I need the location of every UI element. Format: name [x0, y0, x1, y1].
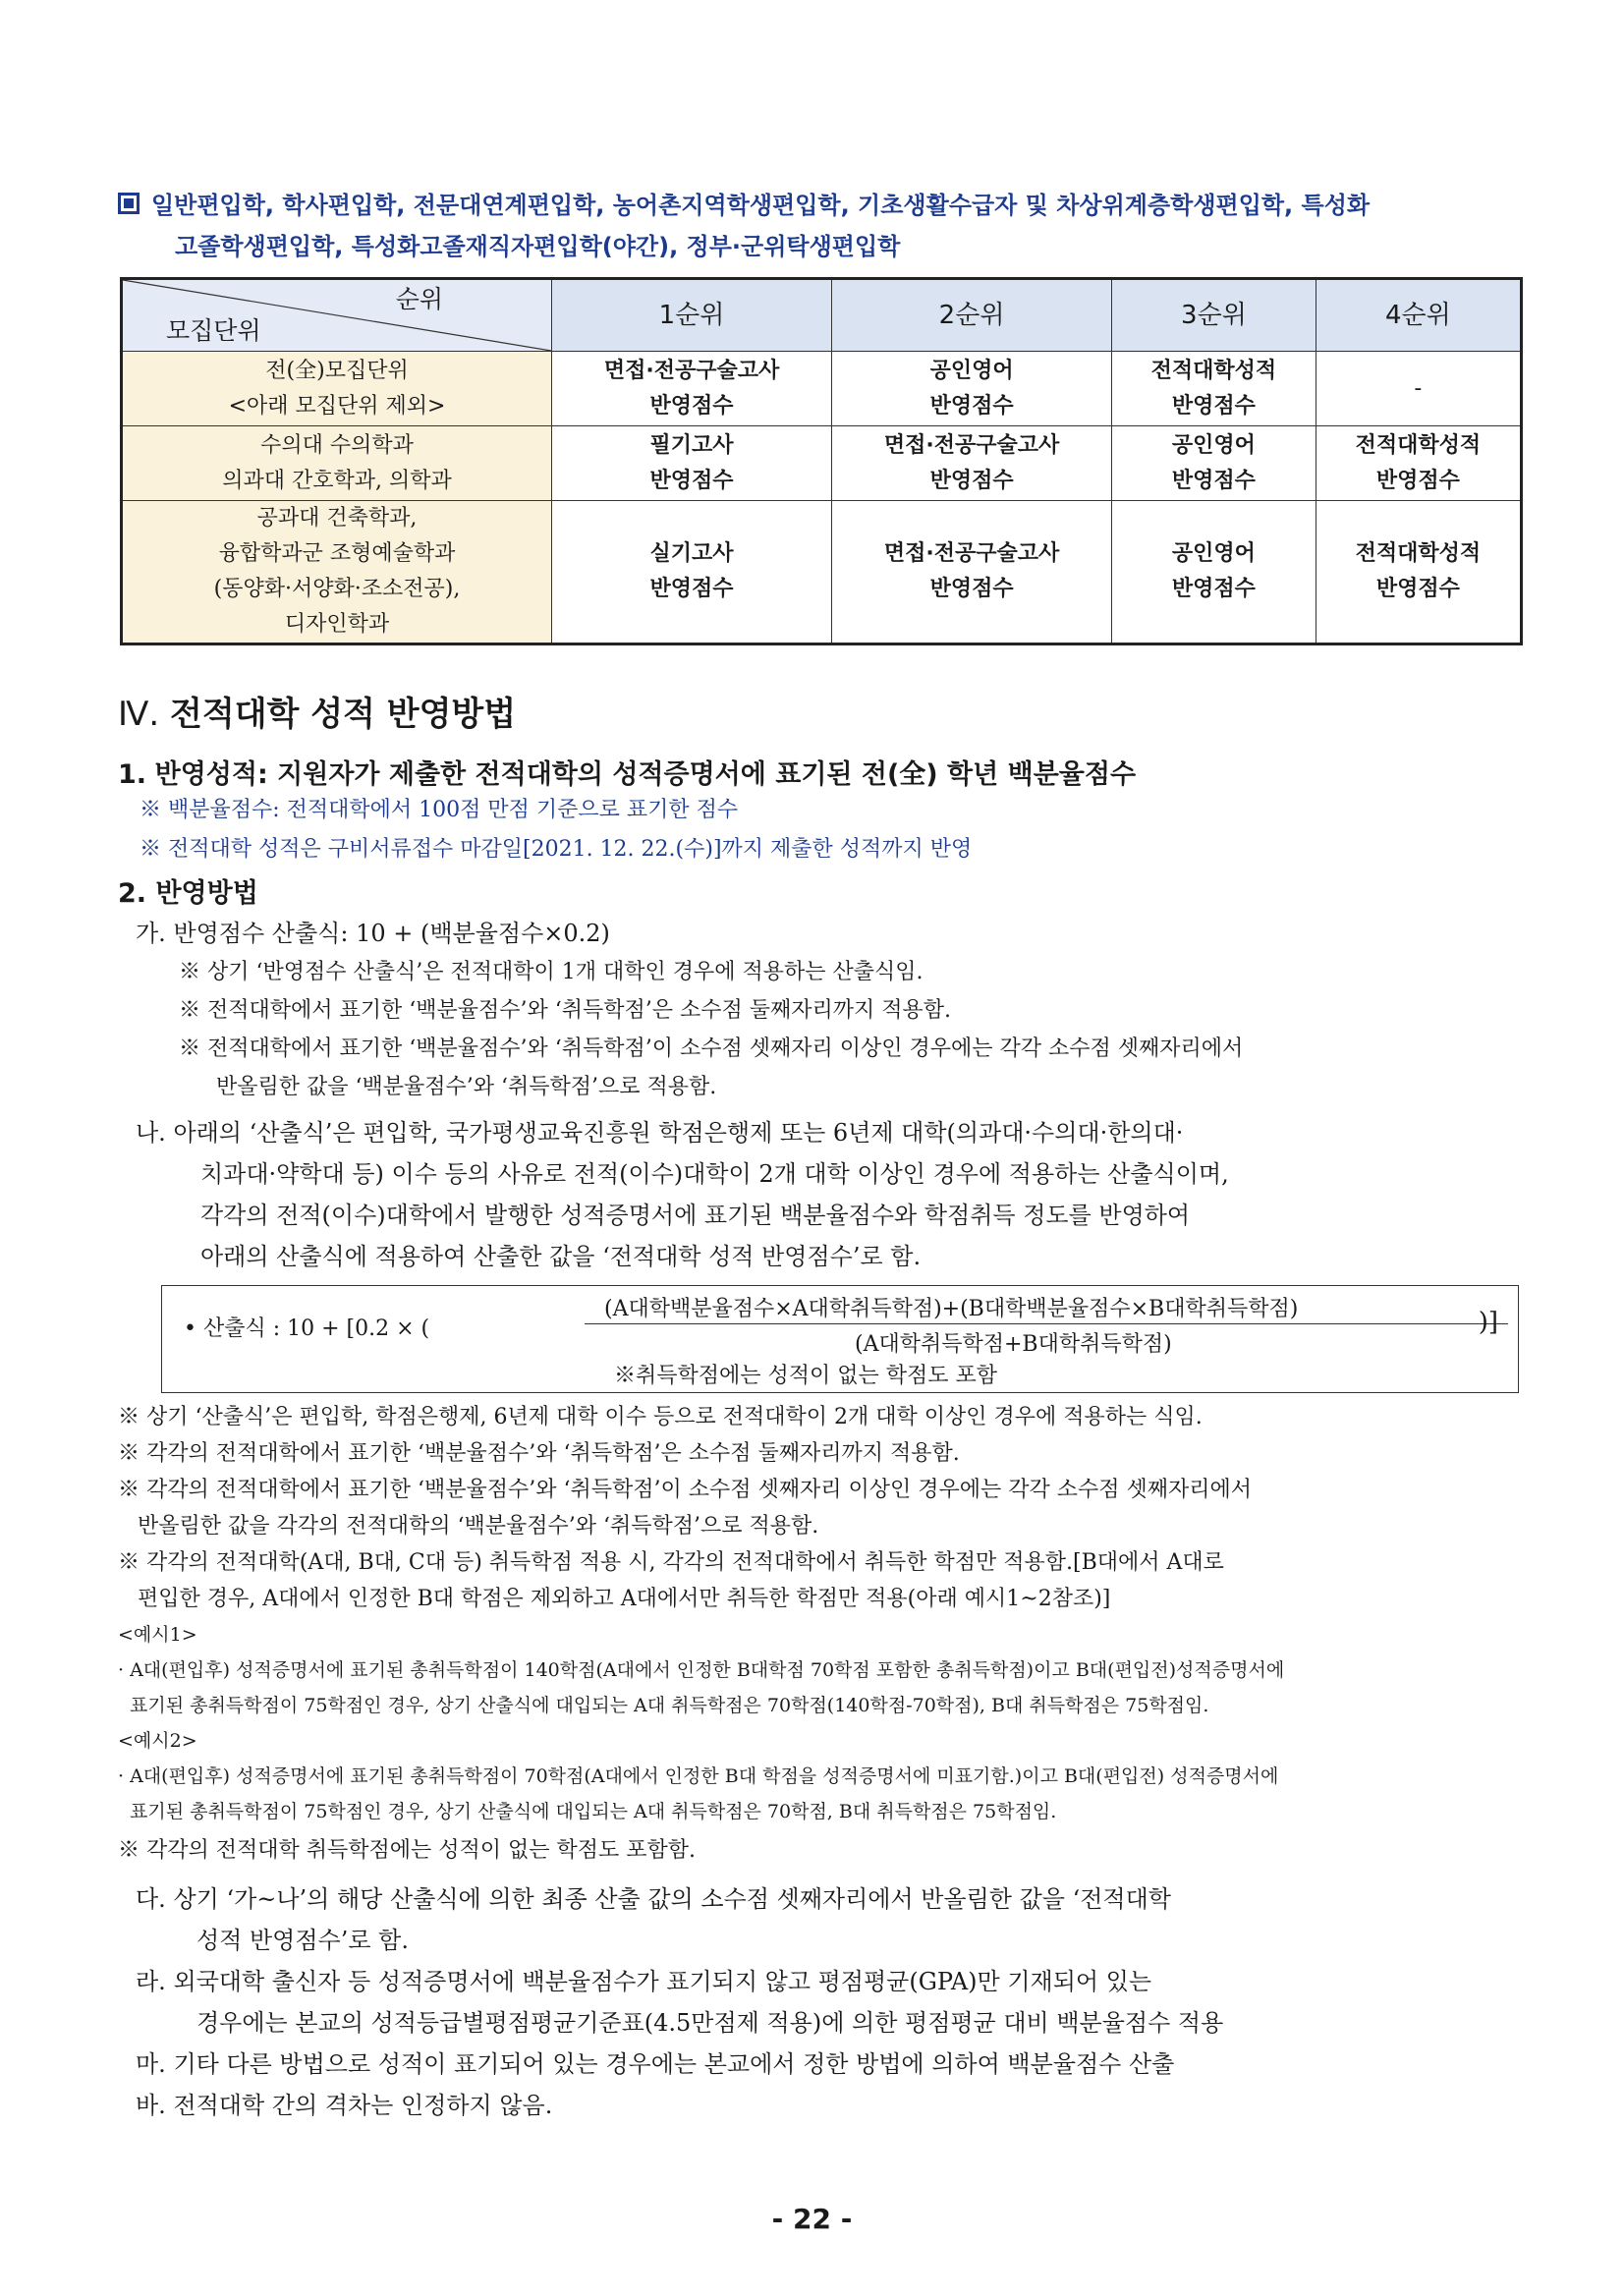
- cell-line: 반영점수: [649, 577, 734, 601]
- item-label: 반영성적: [154, 759, 257, 790]
- paragraph-line: 아래의 산출식에 적용하여 산출한 값을 ‘전적대학 성적 반영점수’로 함.: [200, 1243, 922, 1270]
- column-header: 4순위: [1316, 279, 1521, 352]
- unit-line: 공과대 건축학과,: [256, 506, 418, 531]
- note-line: ※ 상기 ‘반영점수 산출식’은 전적대학이 1개 대학인 경우에 적용하는 산출식임.: [179, 960, 924, 984]
- example-1: [118, 1617, 1523, 1723]
- section-header: [118, 185, 1523, 267]
- item-na: [118, 1112, 1523, 1277]
- paragraph-line: 라. 외국대학 출신자 등 성적증명서에 백분율점수가 표기되지 않고 평점평균(GPA)만 기재되어 있는: [136, 1968, 1152, 1995]
- cell-line: 면접·전공구술고사: [603, 358, 780, 383]
- corner-rank-label: 순위: [395, 285, 443, 313]
- item-ga-notes: [118, 953, 1523, 1106]
- header-line-2: 고졸학생편입학, 특성화고졸재직자편입학(야간), 정부·군위탁생편입학: [175, 233, 901, 260]
- item-da: [118, 1878, 1523, 1961]
- item-na-notes: [118, 1399, 1523, 1617]
- note-line: ※ 전적대학에서 표기한 ‘백분율점수’와 ‘취득학점’은 소수점 둘째자리까지 적용함.: [179, 998, 951, 1023]
- page-number: - 22 -: [771, 2203, 853, 2235]
- item-1-heading: [118, 753, 1523, 791]
- example-label: <예시2>: [118, 1730, 197, 1752]
- recruit-unit-cell: [122, 352, 552, 426]
- note-line: ※ 백분율점수: 전적대학에서 100점 만점 기준으로 표기한 점수: [140, 798, 739, 822]
- cell-line: 공인영어: [1171, 432, 1256, 458]
- formula-numerator: (A대학백분율점수×A대학취득학점)+(B대학백분율점수×B대학취득학점): [604, 1297, 1299, 1321]
- corner-unit-label: 모집단위: [166, 316, 261, 345]
- example-line: 표기된 총취득학점이 75학점인 경우, 상기 산출식에 대입되는 A대 취득학점은 70학점, B대 취득학점은 75학점임.: [130, 1801, 1057, 1822]
- priority-cell: [1316, 426, 1521, 501]
- example-line: · A대(편입후) 성적증명서에 표기된 총취득학점이 70학점(A대에서 인정한 B대 학점을 성적증명서에 미표기함.)이고 B대(편입전) 성적증명서에: [118, 1765, 1279, 1787]
- table-row: [122, 501, 1522, 644]
- example-line: · A대(편입후) 성적증명서에 표기된 총취득학점이 140학점(A대에서 인정한 B대학점 70학점 포함한 총취득학점)이고 B대(편입전)성적증명서에: [118, 1659, 1285, 1681]
- cell-line: 반영점수: [929, 393, 1014, 419]
- cell-line: 반영점수: [1171, 393, 1256, 419]
- priority-table: [120, 277, 1523, 645]
- cell-line: -: [1414, 375, 1423, 401]
- priority-cell: [1316, 352, 1521, 426]
- unit-line: 디자인학과: [284, 612, 390, 637]
- table-corner-cell: [122, 279, 552, 352]
- priority-cell: [1112, 426, 1316, 501]
- cell-line: 전적대학성적: [1355, 432, 1482, 458]
- cell-line: 반영점수: [1375, 468, 1460, 493]
- recruit-unit-cell: [122, 501, 552, 644]
- cell-line: 반영점수: [649, 468, 734, 493]
- formula-note: ※취득학점에는 성적이 없는 학점도 포함: [614, 1364, 998, 1388]
- cell-line: 면접·전공구술고사: [883, 541, 1060, 566]
- unit-line: 수의대 수의학과: [260, 432, 414, 458]
- note-line: 편입한 경우, A대에서 인정한 B대 학점은 제외하고 A대에서만 취득한 학점만 적용(아래 예시1~2참조)]: [138, 1587, 1111, 1611]
- paragraph-line: 다. 상기 ‘가~나’의 해당 산출식에 의한 최종 산출 값의 소수점 셋째자리에서 반올림한 값을 ‘전적대학: [136, 1885, 1171, 1913]
- note-line: ※ 각각의 전적대학에서 표기한 ‘백분율점수’와 ‘취득학점’은 소수점 둘째자리까지 적용함.: [118, 1441, 960, 1466]
- priority-cell: [832, 426, 1112, 501]
- table-header-row: [122, 279, 1522, 352]
- formula-denominator: (A대학취득학점+B대학취득학점): [855, 1332, 1172, 1357]
- square-bullet-icon: [118, 193, 140, 214]
- column-header: 1순위: [552, 279, 832, 352]
- page-content: [118, 185, 1523, 2126]
- paragraph-line: 각각의 전적(이수)대학에서 발행한 성적증명서에 표기된 백분율점수와 학점취득 정도를 반영하여: [200, 1202, 1191, 1229]
- note-line: ※ 전적대학에서 표기한 ‘백분율점수’와 ‘취득학점’이 소수점 셋째자리 이상인 경우에는 각각 소수점 셋째자리에서: [179, 1036, 1244, 1061]
- formula-close: )]: [1478, 1308, 1498, 1337]
- header-line-1: 일반편입학, 학사편입학, 전문대연계편입학, 농어촌지역학생편입학, 기초생활수급자 및 차상위계층학생편입학, 특성화: [151, 192, 1371, 219]
- unit-line: 의과대 간호학과, 의학과: [222, 468, 452, 493]
- table-row: [122, 426, 1522, 501]
- formula-lead: • 산출식 : 10 + [0.2 × (: [184, 1316, 430, 1341]
- cell-line: 반영점수: [929, 577, 1014, 601]
- item-ga: 가. 반영점수 산출식: 10 + (백분율점수×0.2): [136, 920, 610, 947]
- unit-line: 융합학과군 조형예술학과: [218, 541, 456, 566]
- cell-line: 면접·전공구술고사: [883, 432, 1060, 458]
- note-line: ※ 각각의 전적대학에서 표기한 ‘백분율점수’와 ‘취득학점’이 소수점 셋째자리 이상인 경우에는 각각 소수점 셋째자리에서: [118, 1478, 1252, 1502]
- note-line: 반올림한 값을 ‘백분율점수’와 ‘취득학점’으로 적용함.: [216, 1075, 717, 1099]
- priority-cell: [1112, 352, 1316, 426]
- table-row: [122, 352, 1522, 426]
- example-label: <예시1>: [118, 1624, 197, 1646]
- section-title: [118, 687, 1523, 735]
- last-note: ※ 각각의 전적대학 취득학점에는 성적이 없는 학점도 포함함.: [118, 1838, 696, 1863]
- priority-cell: [832, 352, 1112, 426]
- note-line: ※ 각각의 전적대학(A대, B대, C대 등) 취득학점 적용 시, 각각의 전적대학에서 취득한 학점만 적용함.[B대에서 A대로: [118, 1550, 1224, 1575]
- item-number: 1.: [118, 759, 147, 790]
- paragraph-line: 치과대·약학대 등) 이수 등의 사유로 전적(이수)대학이 2개 대학 이상인 경우에 적용하는 산출식이며,: [200, 1160, 1229, 1188]
- cell-line: 전적대학성적: [1355, 541, 1482, 566]
- cell-line: 반영점수: [649, 393, 734, 419]
- fraction-line: [585, 1323, 1508, 1324]
- item-ba: 바. 전적대학 간의 격차는 인정하지 않음.: [136, 2092, 553, 2119]
- cell-line: 반영점수: [1375, 577, 1460, 601]
- item-2-heading: 2. 반영방법: [118, 878, 258, 909]
- item-1-notes: [118, 791, 1523, 869]
- priority-cell: [552, 352, 832, 426]
- cell-line: 공인영어: [929, 358, 1014, 383]
- note-line: ※ 상기 ‘산출식’은 편입학, 학점은행제, 6년제 대학 이수 등으로 전적대학이 2개 대학 이상인 경우에 적용하는 식임.: [118, 1405, 1203, 1429]
- note-line: 반올림한 값을 각각의 전적대학의 ‘백분율점수’와 ‘취득학점’으로 적용함.: [138, 1514, 819, 1539]
- note-line: ※ 전적대학 성적은 구비서류접수 마감일[2021. 12. 22.(수)]까지 제출한 성적까지 반영: [140, 837, 973, 862]
- unit-line: (동양화·서양화·조소전공),: [213, 577, 461, 601]
- example-2: [118, 1723, 1523, 1829]
- recruit-unit-cell: [122, 426, 552, 501]
- formula-box: [161, 1285, 1519, 1393]
- section-title-text: 전적대학 성적 반영방법: [170, 695, 517, 734]
- cell-line: 필기고사: [649, 432, 734, 458]
- unit-line: <아래 모집단위 제외>: [228, 393, 446, 419]
- cell-line: 반영점수: [1171, 577, 1256, 601]
- priority-cell: [832, 501, 1112, 644]
- priority-cell: [552, 426, 832, 501]
- item-text: : 지원자가 제출한 전적대학의 성적증명서에 표기된 전(全) 학년 백분율점수: [256, 759, 1137, 790]
- column-header: 3순위: [1112, 279, 1316, 352]
- item-ra: [118, 1961, 1523, 2044]
- cell-line: 반영점수: [1171, 468, 1256, 493]
- paragraph-line: 성적 반영점수’로 함.: [196, 1927, 409, 1954]
- column-header: 2순위: [832, 279, 1112, 352]
- priority-cell: [1316, 501, 1521, 644]
- unit-line: 전(全)모집단위: [265, 358, 409, 383]
- cell-line: 실기고사: [649, 541, 734, 566]
- section-number: Ⅳ.: [118, 695, 160, 734]
- cell-line: 반영점수: [929, 468, 1014, 493]
- paragraph-line: 경우에는 본교의 성적등급별평점평균기준표(4.5만점제 적용)에 의한 평점평균 대비 백분율점수 적용: [196, 2009, 1224, 2037]
- priority-cell: [1112, 501, 1316, 644]
- cell-line: 공인영어: [1171, 541, 1256, 566]
- item-ma: 마. 기타 다른 방법으로 성적이 표기되어 있는 경우에는 본교에서 정한 방법에 의하여 백분율점수 산출: [136, 2050, 1175, 2078]
- cell-line: 전적대학성적: [1150, 358, 1277, 383]
- example-line: 표기된 총취득학점이 75학점인 경우, 상기 산출식에 대입되는 A대 취득학점은 70학점(140학점-70학점), B대 취득학점은 75학점임.: [130, 1695, 1209, 1716]
- priority-cell: [552, 501, 832, 644]
- paragraph-line: 나. 아래의 ‘산출식’은 편입학, 국가평생교육진흥원 학점은행제 또는 6년제 대학(의과대·수의대·한의대·: [136, 1119, 1184, 1147]
